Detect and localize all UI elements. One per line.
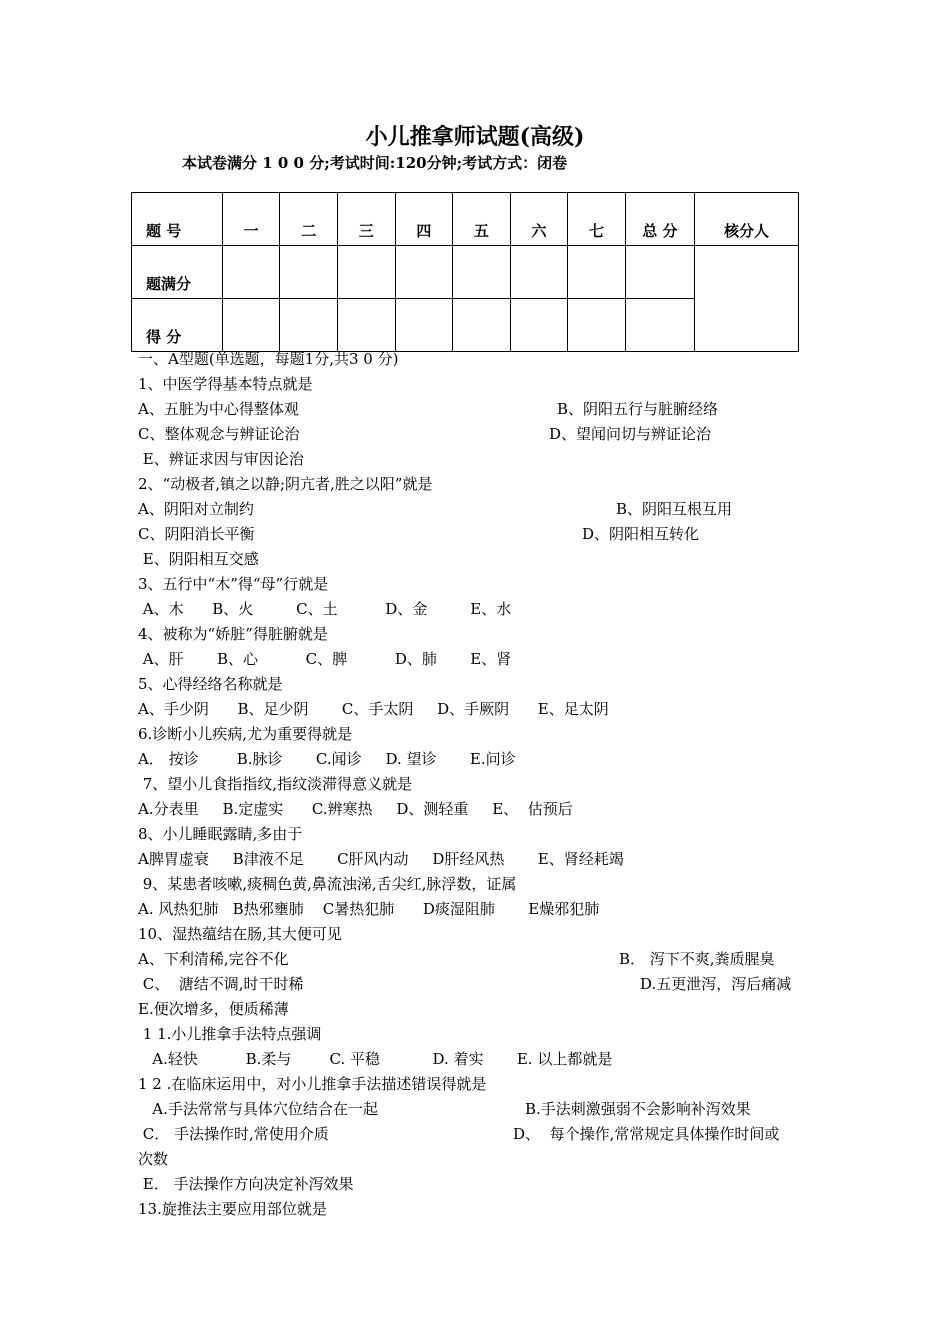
- column-header: 五: [453, 193, 511, 246]
- section-heading: 一、A型题(单选题，每题1分,共3 0 分): [138, 350, 399, 368]
- answer-option: C． 手法操作时,常使用介质: [138, 1125, 329, 1143]
- answer-options: A.分表里 B.定虚实 C.辨寒热 D、测轻重 E、 估预后: [138, 800, 573, 818]
- table-row: [132, 193, 799, 246]
- table-cell: [395, 246, 453, 299]
- question-text: 2、“动极者,镇之以静;阴亢者,胜之以阳”就是: [138, 475, 433, 493]
- checker-cell: [694, 246, 798, 352]
- table-cell: [395, 299, 453, 352]
- question-text: 4、被称为“娇脏”得脏腑就是: [138, 625, 328, 643]
- question-text: 8、小儿睡眠露睛,多由于: [138, 825, 303, 843]
- answer-option: C、整体观念与辨证论治: [138, 425, 300, 443]
- question-text: 9、某患者咳嗽,痰稠色黄,鼻流浊涕,舌尖红,脉浮数，证属: [138, 875, 517, 893]
- answer-options: A． 按诊 B.脉诊 C.闻诊 D. 望诊 E.问诊: [138, 750, 516, 768]
- column-header: 六: [510, 193, 568, 246]
- question-text: 1 2 .在临床运用中，对小儿推拿手法描述错误得就是: [138, 1075, 487, 1093]
- answer-option: A.手法常常与具体穴位结合在一起: [138, 1100, 378, 1118]
- table-cell: [510, 246, 568, 299]
- table-cell: [222, 299, 280, 352]
- table-cell: [568, 246, 626, 299]
- column-header: 四: [395, 193, 453, 246]
- answer-option: C、阴阳消长平衡: [138, 525, 255, 543]
- table-cell: [625, 299, 694, 352]
- column-header: 三: [338, 193, 396, 246]
- column-header: 一: [222, 193, 280, 246]
- answer-option: B、阴阳互根互用: [616, 500, 733, 518]
- answer-option: E.便次增多，便质稀薄: [138, 1000, 289, 1018]
- question-text: 10、湿热蕴结在肠,其大便可见: [138, 925, 342, 943]
- score-table: [131, 192, 799, 352]
- table-row: [132, 246, 799, 299]
- checker-header: 核分人: [694, 193, 798, 246]
- answer-option: A、五脏为中心得整体观: [138, 400, 299, 418]
- answer-options: A脾胃虚衰 B津液不足 C肝风内动 D肝经风热 E、肾经耗竭: [138, 850, 624, 868]
- question-text: 1、中医学得基本特点就是: [138, 375, 313, 393]
- answer-option: E． 手法操作方向决定补泻效果: [138, 1175, 354, 1193]
- answer-option: D、 每个操作,常常规定具体操作时间或: [513, 1125, 780, 1143]
- answer-option: E、辨证求因与审因论治: [138, 450, 304, 468]
- total-header: 总 分: [625, 193, 694, 246]
- table-row-label: 题 号: [132, 193, 223, 246]
- answer-option: B、阴阳五行与脏腑经络: [557, 400, 719, 418]
- table-cell: [568, 299, 626, 352]
- answer-options: A、肝 B、心 C、脾 D、肺 E、肾: [138, 650, 512, 668]
- question-text: 3、五行中“木”得“母”行就是: [138, 575, 329, 593]
- question-text: 13.旋推法主要应用部位就是: [138, 1200, 327, 1218]
- table-cell: [338, 246, 396, 299]
- answer-option: D、望闻问切与辨证论治: [549, 425, 712, 443]
- answer-options: A、手少阴 B、足少阴 C、手太阴 D、手厥阴 E、足太阴: [138, 700, 609, 718]
- question-text: 7、望小儿食指指纹,指纹淡滞得意义就是: [138, 775, 413, 793]
- answer-options: A. 风热犯肺 B热邪壅肺 C暑热犯肺 D痰湿阻肺 E燥邪犯肺: [138, 900, 600, 918]
- answer-option: D.五更泄泻，泻后痛减: [640, 975, 792, 993]
- table-cell: [222, 246, 280, 299]
- question-text: 1 1.小儿推拿手法特点强调: [138, 1025, 322, 1043]
- table-cell: [280, 299, 338, 352]
- page-title: 小儿推拿师试题(高级): [365, 124, 585, 150]
- question-text: 5、心得经络名称就是: [138, 675, 283, 693]
- table-cell: [510, 299, 568, 352]
- answer-option: D、阴阳相互转化: [582, 525, 700, 543]
- answer-option-continued: 次数: [138, 1150, 169, 1168]
- table-cell: [625, 246, 694, 299]
- column-header: 七: [568, 193, 626, 246]
- answer-option: B.手法刺激强弱不会影响补泻效果: [525, 1100, 751, 1118]
- answer-option: B． 泻下不爽,粪质腥臭: [619, 950, 775, 968]
- table-row-label: 得 分: [132, 299, 223, 352]
- table-cell: [280, 246, 338, 299]
- exam-info: 本试卷满分 1 0 0 分;考试时间:120分钟;考试方式：闭卷: [182, 154, 568, 172]
- table-cell: [453, 246, 511, 299]
- answer-option: C、 溏结不调,时干时稀: [138, 975, 304, 993]
- table-cell: [338, 299, 396, 352]
- answer-option: A、阴阳对立制约: [138, 500, 254, 518]
- table-cell: [453, 299, 511, 352]
- answer-options: A、木 B、火 C、土 D、金 E、水: [138, 600, 512, 618]
- answer-options: A.轻快 B.柔与 C. 平稳 D. 着实 E. 以上都就是: [138, 1050, 613, 1068]
- table-row-label: 题满分: [132, 246, 223, 299]
- column-header: 二: [280, 193, 338, 246]
- answer-option: A、下利清稀,完谷不化: [138, 950, 289, 968]
- answer-option: E、阴阳相互交感: [138, 550, 259, 568]
- question-text: 6.诊断小儿疾病,尤为重要得就是: [138, 725, 353, 743]
